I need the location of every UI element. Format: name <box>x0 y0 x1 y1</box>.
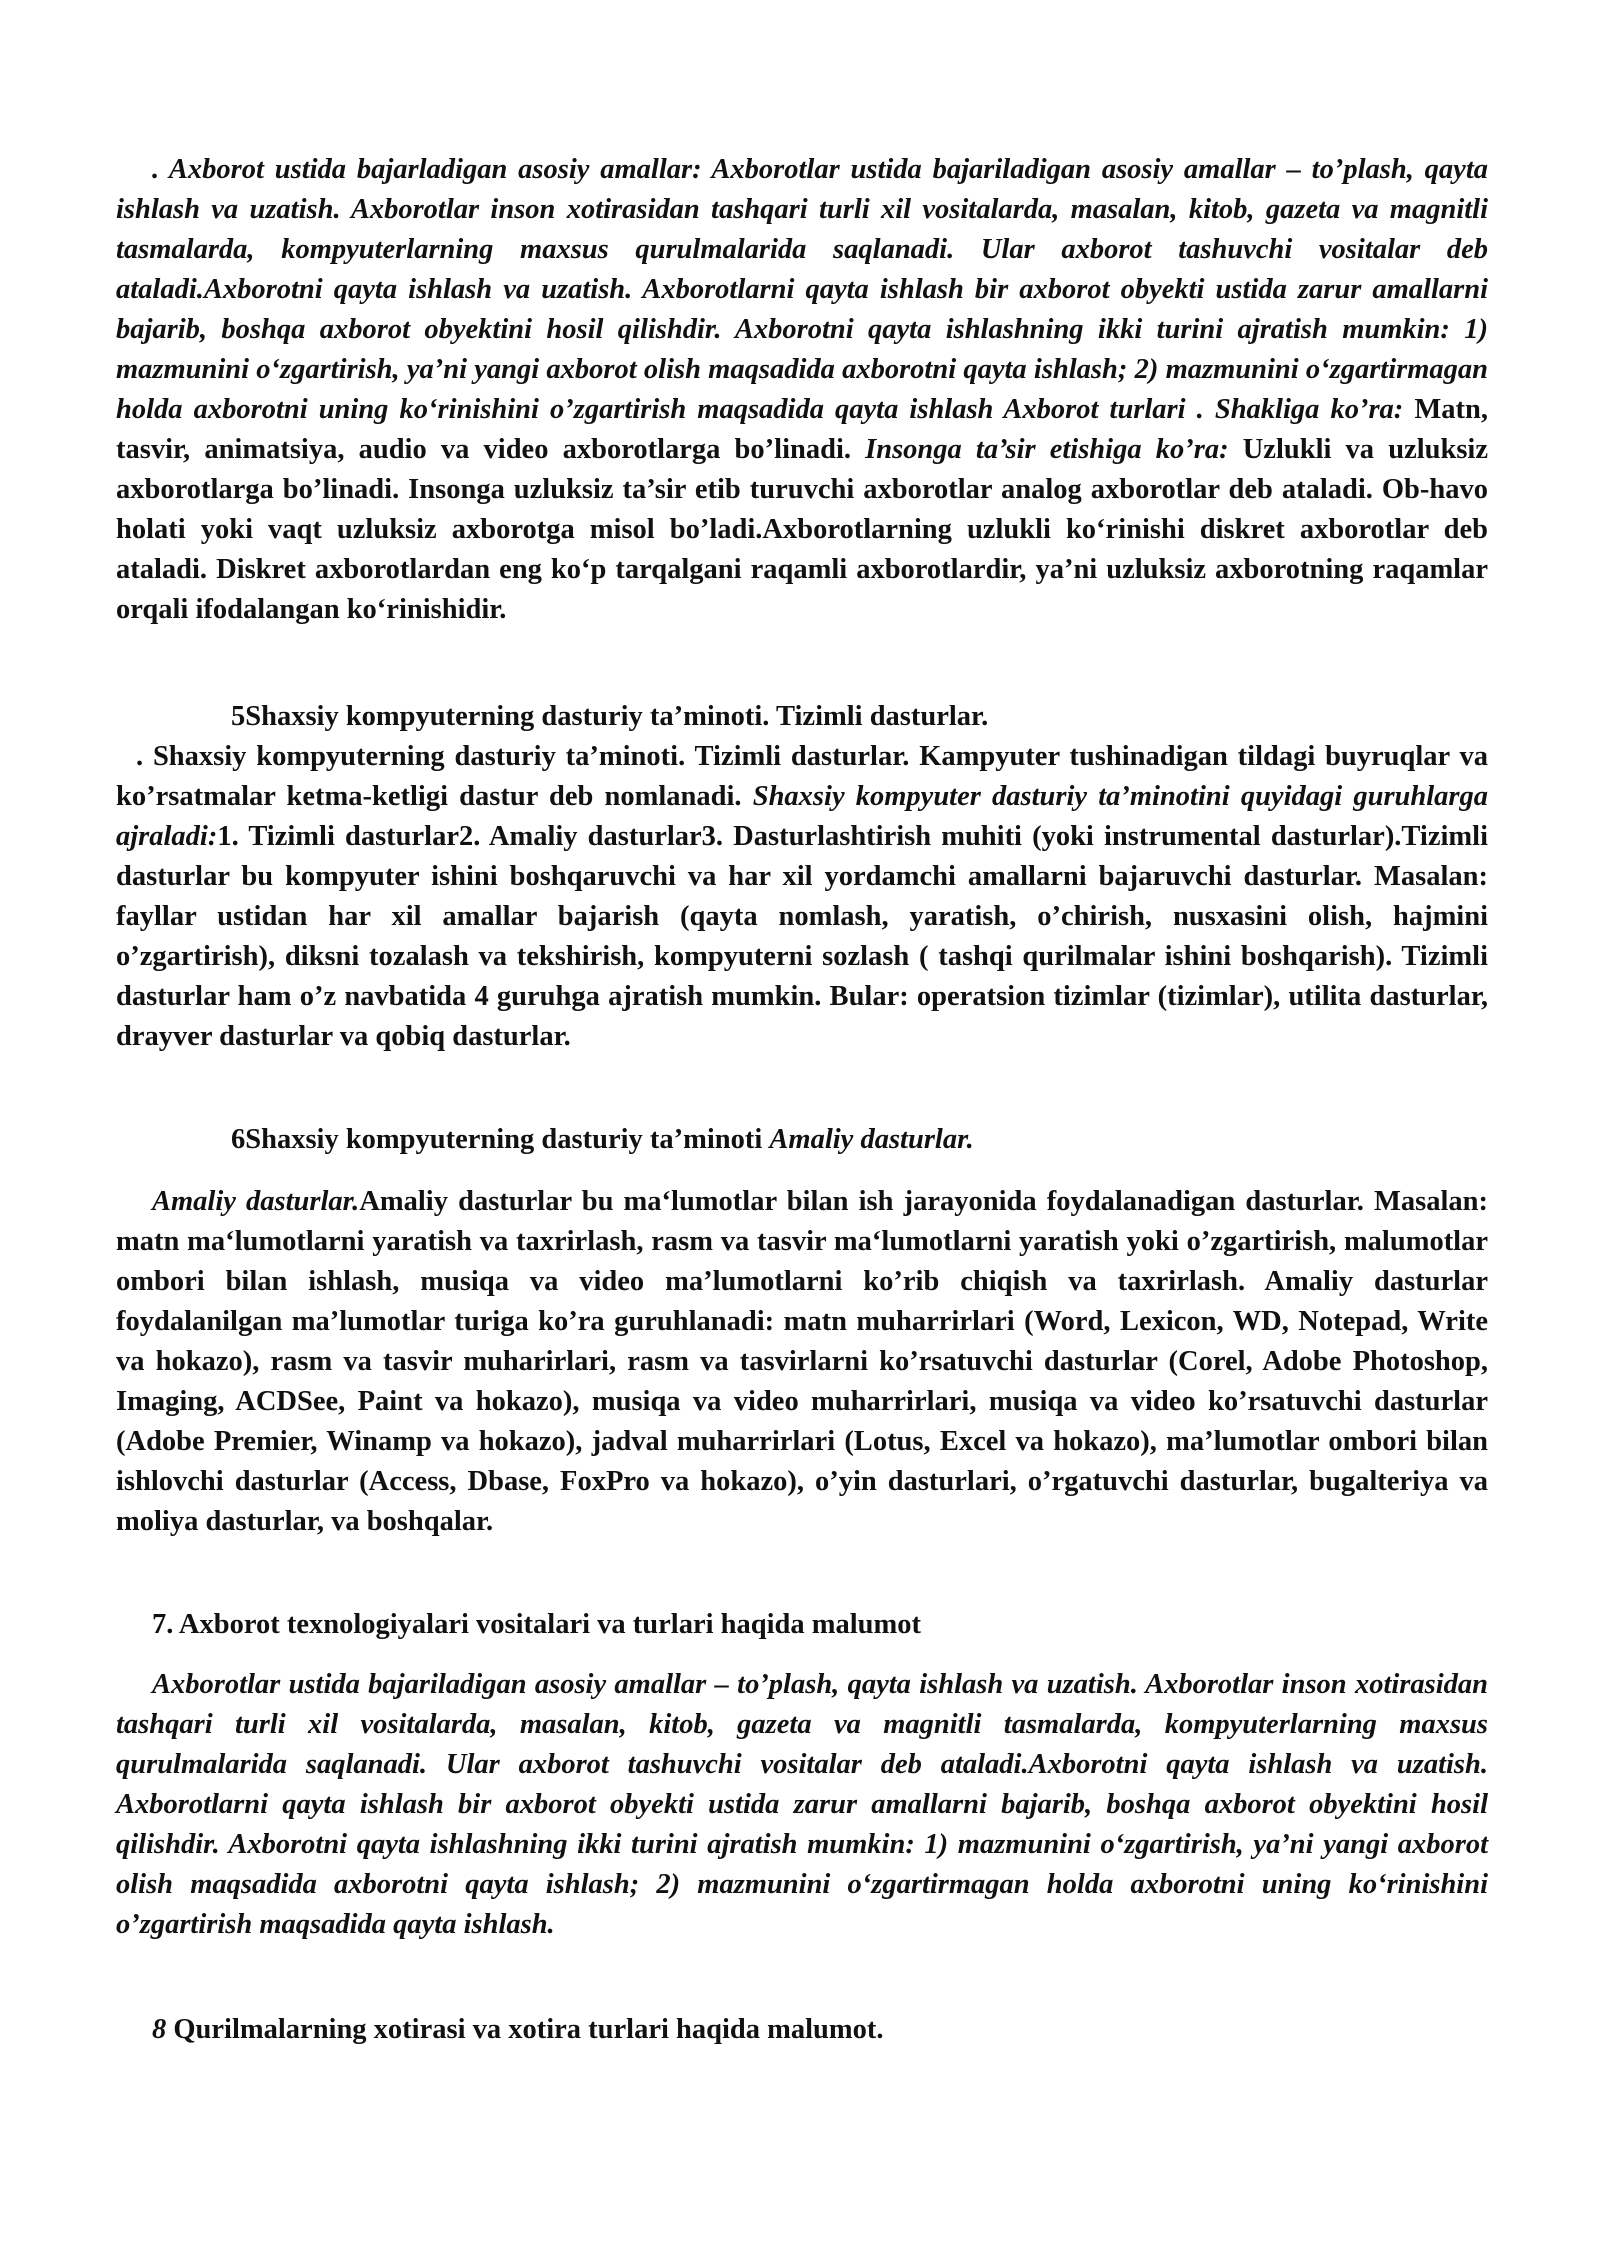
section-heading-5: 5Shaxsiy kompyuterning dasturiy ta’minoti. Tizimli dasturlar. <box>231 701 989 732</box>
paragraph-axborot-texnologiyalari <box>116 1665 1488 1945</box>
text-run-italic: Amaliy dasturlar. <box>769 1124 974 1155</box>
text-run: 1. Tizimli dasturlar2. Amaliy dasturlar3. Dasturlashtirish muhiti (yoki instrumental dasturlar).Tizimli dasturlar bu kompyuter ishini boshqaruvchi va har xil yordamchi amallarni bajaruvchi dasturlar. Masalan: fayllar ustidan har xil amallar bajarish (qayta nomlash, yaratish, o’chirish, nusxasini olish, hajmini o’zgartirish), diksni tozalash va tekshirish, kompyuterni sozlash ( tashqi qurilmalar ishini boshqarish). Tizimli dasturlar ham o’z navbatida 4 guruhga ajratish mumkin. Bular: operatsion tizimlar (tizimlar), utilita dasturlar, drayver dasturlar va qobiq dasturlar. <box>116 821 1488 1052</box>
text-run: Amaliy dasturlar bu ma‘lumotlar bilan ish jarayonida foydalanadigan dasturlar. Masalan: matn ma‘lumotlarni yaratish va taxrirlash, rasm va tasvir ma‘lumotlarni yaratish yoki o’zgartirish, malumotlar ombori bilan ishlash, musiqa va video ma’lumotlarni ko’rib chiqish va taxrirlash. Amaliy dasturlar foydalanilgan ma’lumotlar turiga ko’ra guruhlanadi: matn muharrirlari (Word, Lexicon, WD, Notepad, Write va hokazo), rasm va tasvir muharirlari, rasm va tasvirlarni ko’rsatuvchi dasturlar (Corel, Adobe Photoshop, Imaging, ACDSee, Paint va hokazo), musiqa va video muharrirlari, musiqa va video ko’rsatuvchi dasturlar (Adobe Premier, Winamp va hokazo), jadval muharrirlari (Lotus, Excel va hokazo), ma’lumotlar ombori bilan ishlovchi dasturlar (Access, Dbase, FoxPro va hokazo), o’yin dasturlari, o’rgatuvchi dasturlar, bugalteriya va moliya dasturlar, va boshqalar. <box>116 1186 1488 1537</box>
section-heading-8 <box>152 2010 1452 2050</box>
text-run-italic: Amaliy dasturlar. <box>152 1186 360 1217</box>
paragraph-amaliy-dasturlar <box>116 1182 1488 1542</box>
text-run-italic: Shaxsiy kompyuter dasturiy ta’minotini quyidagi guruhlarga ajraladi: <box>116 781 1488 852</box>
text-run: Matn, tasvir, animatsiya, audio va video axborotlarga bo’linadi. <box>116 394 1488 465</box>
text-run: Uzlukli va uzluksiz axborotlarga bo’linadi. Insonga uzluksiz ta’sir etib turuvchi axborotlar analog axborotlar deb ataladi. Ob-havo holati yoki vaqt uzluksiz axborotga misol bo’ladi.Axborotlarning uzlukli ko‘rinishi diskret axborotlar deb ataladi. Diskret axborotlardan eng ko‘p tarqalgani raqamli axborotlardir, ya’ni uzluksiz axborotning raqamlar orqali ifodalangan ko‘rinishidir. <box>116 434 1488 625</box>
section-heading-7: 7. Axborot texnologiyalari vositalari va turlari haqida malumot <box>152 1609 921 1640</box>
text-run: 6Shaxsiy kompyuterning dasturiy ta’minoti <box>231 1124 770 1155</box>
text-run-italic: Insonga ta’sir etishiga ko’ra: <box>865 434 1229 465</box>
text-run-italic: . Axborot ustida bajarladigan asosiy amallar: Axborotlar ustida bajariladigan asosiy amallar – to’plash, qayta ishlash va uzatish. Axborotlar inson xotirasidan tashqari turli xil vositalarda, masalan, kitob, gazeta va magnitli tasmalarda, kompyuterlarning maxsus qurulmalarida saqlanadi. Ular axborot tashuvchi vositalar deb ataladi.Axborotni qayta ishlash va uzatish. Axborotlarni qayta ishlash bir axborot obyekti ustida zarur amallarni bajarib, boshqa axborot obyektini hosil qilishdir. Axborotni qayta ishlashning ikki turini ajratish mumkin: 1) mazmunini o‘zgartirish, ya’ni yangi axborot olish maqsadida axborotni qayta ishlash; 2) mazmunini o‘zgartirmagan holda axborotni uning ko‘rinishini o’zgartirish maqsadida qayta ishlash Axborot turlari . Shakliga ko’ra: <box>116 154 1488 425</box>
text-run-italic: Axborotlar ustida bajariladigan asosiy amallar – to’plash, qayta ishlash va uzatish. Axborotlar inson xotirasidan tashqari turli xil vositalarda, masalan, kitob, gazeta va magnitli tasmalarda, kompyuterlarning maxsus qurulmalarida saqlanadi. Ular axborot tashuvchi vositalar deb ataladi.Axborotni qayta ishlash va uzatish. Axborotlarni qayta ishlash bir axborot obyekti ustida zarur amallarni bajarib, boshqa axborot obyektini hosil qilishdir. Axborotni qayta ishlashning ikki turini ajratish mumkin: 1) mazmunini o‘zgartirish, ya’ni yangi axborot olish maqsadida axborotni qayta ishlash; 2) mazmunini o‘zgartirmagan holda axborotni uning ko‘rinishini o’zgartirish maqsadida qayta ishlash. <box>116 1669 1488 1940</box>
text-run: . Shaxsiy kompyuterning dasturiy ta’minoti. Tizimli dasturlar. Kampyuter tushinadigan tildagi buyruqlar va ko’rsatmalar ketma-ketligi dastur deb nomlanadi. <box>116 741 1488 812</box>
text-run-italic: 8 <box>152 2014 167 2045</box>
section-heading-6 <box>231 1120 1491 1160</box>
paragraph-axborot-amallar <box>116 150 1488 630</box>
text-run: Qurilmalarning xotirasi va xotira turlari haqida malumot. <box>166 2014 884 2045</box>
paragraph-tizimli-dasturlar <box>116 737 1488 1057</box>
